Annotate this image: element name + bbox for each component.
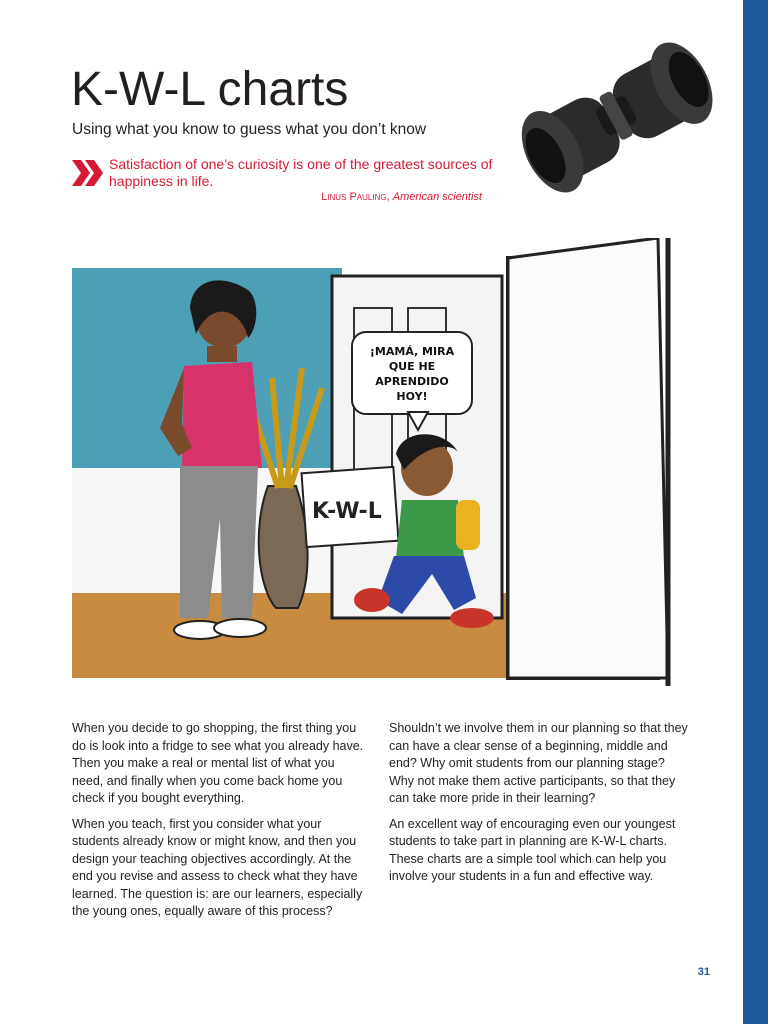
page-subtitle: Using what you know to guess what you don’t know [72, 121, 427, 138]
body-paragraph: When you teach, first you consider what your students already know or might know, and then you design your teaching objectives accordingly. At the end you revise and assess to check what they have learned. The question is: are our learners, especially the young ones, equally aware of this process? [72, 816, 363, 918]
body-paragraph: An excellent way of encouraging even our youngest students to take part in planning are K-W-L charts. These charts are a simple tool which can help you involve your students in a fun and effective way. [389, 816, 676, 883]
quote-author: Linus Pauling [321, 191, 387, 203]
cartoon-illustration [72, 238, 676, 706]
page-number: 31 [697, 966, 710, 978]
page-title: K-W-L charts [71, 63, 349, 116]
body-paragraph: Shouldn’t we involve them in our planning so that they can have a clear sense of a beginning, middle and end? Why omit students from our planning stage? Why not make them active participants, so that they can take more pride in their learning? [389, 721, 688, 805]
sign-text: K-W-L [312, 499, 382, 524]
binoculars-icon [512, 20, 734, 220]
double-chevron-right-icon [72, 160, 104, 186]
body-paragraph: When you decide to go shopping, the first thing you do is look into a fridge to see what you already have. Then you make a real or mental list of what you need, and finally when you come back home you check if you bought everything. [72, 721, 364, 805]
speech-line: APRENDIDO [375, 375, 449, 388]
speech-line: HOY! [396, 390, 428, 403]
quote-author-role: American scientist [392, 191, 482, 203]
side-color-bar [743, 0, 768, 1024]
vase [259, 486, 308, 608]
speech-line: QUE HE [388, 360, 436, 373]
speech-line: ¡MAMÁ, MIRA [369, 345, 455, 358]
quote-text: Satisfaction of one’s curiosity is one of the greatest sources of happiness in life. [109, 156, 493, 189]
body-column-left [72, 720, 368, 929]
body-column-right [389, 720, 689, 894]
quote-attribution: Linus Pauling, American scientist [321, 191, 482, 203]
